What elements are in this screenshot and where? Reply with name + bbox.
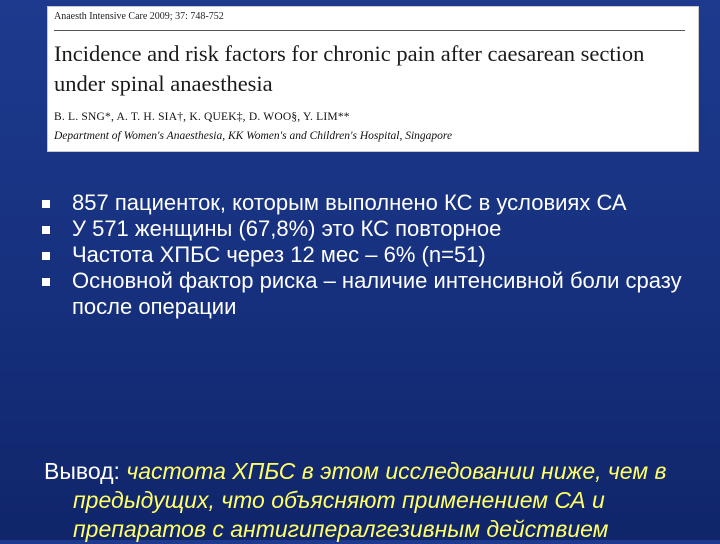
conclusion (44, 457, 703, 544)
bullet-item (42, 190, 682, 216)
bullet-item (42, 216, 682, 242)
bullet-text: Основной фактор риска – наличие интенсивной боли сразу после операции (72, 268, 682, 319)
paper-affiliation: Department of Women's Anaesthesia, KK Women's and Children's Hospital, Singapore (54, 130, 453, 142)
bullet-item (42, 242, 682, 268)
bullet-text: Частота ХПБС через 12 мес – 6% (n=51) (72, 242, 486, 267)
square-bullet-icon (42, 200, 50, 208)
paper-authors: B. L. SNG*, A. T. H. SIA†, K. QUEK‡, D. WOO§, Y. LIM** (54, 111, 350, 123)
bullet-item (42, 268, 682, 320)
conclusion-text: частота ХПБС в этом исследовании ниже, чем в предыдущих, что объясняют применением СА и препаратов с антигипералгезивным действием (73, 458, 667, 542)
journal-citation: Anaesth Intensive Care 2009; 37: 748-752 (54, 11, 224, 22)
paper-header-image (47, 6, 699, 152)
header-rule (54, 30, 685, 31)
bullet-list (42, 190, 682, 320)
conclusion-label: Вывод: (44, 458, 120, 484)
square-bullet-icon (42, 226, 50, 234)
paper-title: Incidence and risk factors for chronic pain after caesarean section under spinal anaesthesia (54, 41, 645, 96)
bullet-text: 857 пациенток, которым выполнено КС в условиях СА (72, 190, 627, 215)
square-bullet-icon (42, 278, 50, 286)
bullet-text: У 571 женщины (67,8%) это КС повторное (72, 216, 502, 241)
square-bullet-icon (42, 252, 50, 260)
